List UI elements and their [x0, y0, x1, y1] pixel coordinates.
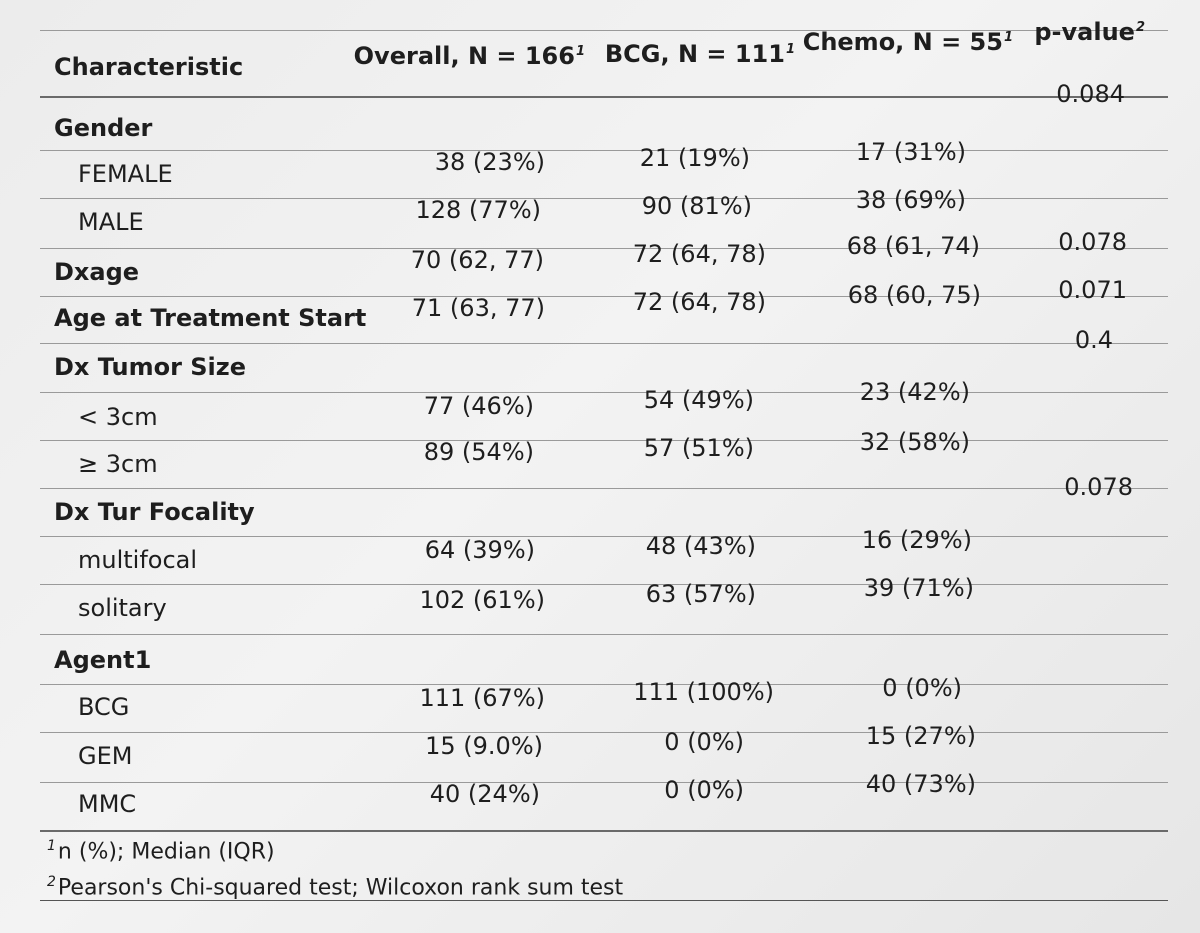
cell-overall-ge-3cm: 89 (54%) [423, 438, 534, 466]
cell-overall-multifocal: 64 (39%) [424, 536, 535, 564]
cell-chemo-solitary: 39 (71%) [863, 574, 974, 602]
cell-chemo-bcg: 0 (0%) [882, 674, 962, 702]
row-label-multifocal: multifocal [78, 546, 198, 574]
cell-chemo-lt-3cm: 23 (42%) [859, 378, 970, 406]
row-label-gender: Gender [54, 114, 153, 142]
row-label-agent1: Agent1 [54, 646, 152, 674]
cell-overall-dxage: 70 (62, 77) [410, 246, 544, 274]
row-label-bcg: BCG [78, 693, 130, 721]
cell-bcg-mmc: 0 (0%) [664, 776, 744, 804]
pvalue-focality: 0.078 [1064, 473, 1133, 501]
header-characteristic-text: Characteristic [54, 53, 244, 81]
row-label-gem: GEM [78, 742, 133, 770]
cell-chemo-dxage: 68 (61, 74) [846, 232, 980, 260]
header-overall-text: Overall, N = 166 [353, 42, 575, 70]
cell-bcg-solitary: 63 (57%) [645, 580, 756, 608]
cell-chemo-age-treatment: 68 (60, 75) [847, 281, 981, 309]
row-divider [40, 634, 1168, 635]
cell-bcg-age-treatment: 72 (64, 78) [632, 288, 766, 316]
table-bottom-rule [40, 830, 1168, 832]
footnote-1-text: n (%); Median (IQR) [57, 839, 275, 865]
cell-bcg-female: 21 (19%) [639, 144, 750, 172]
header-pvalue-mark: 2 [1135, 20, 1145, 35]
footer-rule [40, 900, 1168, 901]
cell-bcg-male: 90 (81%) [641, 192, 752, 220]
cell-bcg-gem: 0 (0%) [664, 728, 744, 756]
row-label-focality: Dx Tur Focality [54, 498, 255, 526]
cell-chemo-gem: 15 (27%) [865, 722, 976, 750]
cell-chemo-ge-3cm: 32 (58%) [859, 428, 970, 456]
cell-overall-female: 38 (23%) [434, 148, 545, 176]
footnote-1-mark: 1 [47, 838, 56, 854]
row-label-male: MALE [78, 208, 144, 236]
footnote-2 [46, 874, 623, 900]
row-label-mmc: MMC [78, 790, 137, 818]
footnote-1 [46, 838, 275, 864]
header-chemo-mark: 1 [1003, 30, 1013, 45]
cell-bcg-lt-3cm: 54 (49%) [643, 386, 754, 414]
row-label-ge-3cm: ≥ 3cm [78, 450, 158, 478]
cell-bcg-bcg: 111 (100%) [633, 678, 774, 706]
header-chemo-text: Chemo, N = 55 [802, 28, 1003, 56]
cell-overall-age-treatment: 71 (63, 77) [411, 294, 545, 322]
pvalue-gender: 0.084 [1056, 80, 1125, 108]
cell-overall-gem: 15 (9.0%) [425, 732, 543, 760]
cell-bcg-multifocal: 48 (43%) [645, 532, 756, 560]
footnote-2-text: Pearson's Chi-squared test; Wilcoxon rank sum test [57, 875, 624, 901]
header-pvalue-text: p-value [1034, 18, 1135, 46]
header-pvalue [0, 20, 1145, 44]
cell-chemo-female: 17 (31%) [855, 138, 966, 166]
row-label-tumor-size: Dx Tumor Size [54, 353, 247, 381]
cell-bcg-dxage: 72 (64, 78) [632, 240, 766, 268]
cell-overall-mmc: 40 (24%) [429, 780, 540, 808]
row-label-lt-3cm: < 3cm [78, 403, 158, 431]
row-label-age-treatment: Age at Treatment Start [54, 304, 367, 332]
pvalue-age-treatment: 0.071 [1058, 276, 1127, 304]
pvalue-tumor-size: 0.4 [1074, 326, 1113, 354]
cell-chemo-mmc: 40 (73%) [865, 770, 976, 798]
row-label-female: FEMALE [78, 160, 173, 188]
header-bcg-mark: 1 [785, 42, 795, 57]
cell-chemo-multifocal: 16 (29%) [861, 526, 972, 554]
pvalue-dxage: 0.078 [1058, 228, 1127, 256]
cell-chemo-male: 38 (69%) [855, 186, 966, 214]
row-label-solitary: solitary [78, 594, 167, 622]
cell-overall-lt-3cm: 77 (46%) [423, 392, 534, 420]
cell-overall-bcg: 111 (67%) [419, 684, 545, 712]
cell-overall-solitary: 102 (61%) [419, 586, 545, 614]
footnote-2-mark: 2 [47, 874, 56, 890]
cell-overall-male: 128 (77%) [415, 196, 541, 224]
row-label-dxage: Dxage [54, 258, 140, 286]
cell-bcg-ge-3cm: 57 (51%) [643, 434, 754, 462]
header-overall-mark: 1 [575, 44, 585, 59]
header-bcg-text: BCG, N = 111 [604, 40, 785, 68]
